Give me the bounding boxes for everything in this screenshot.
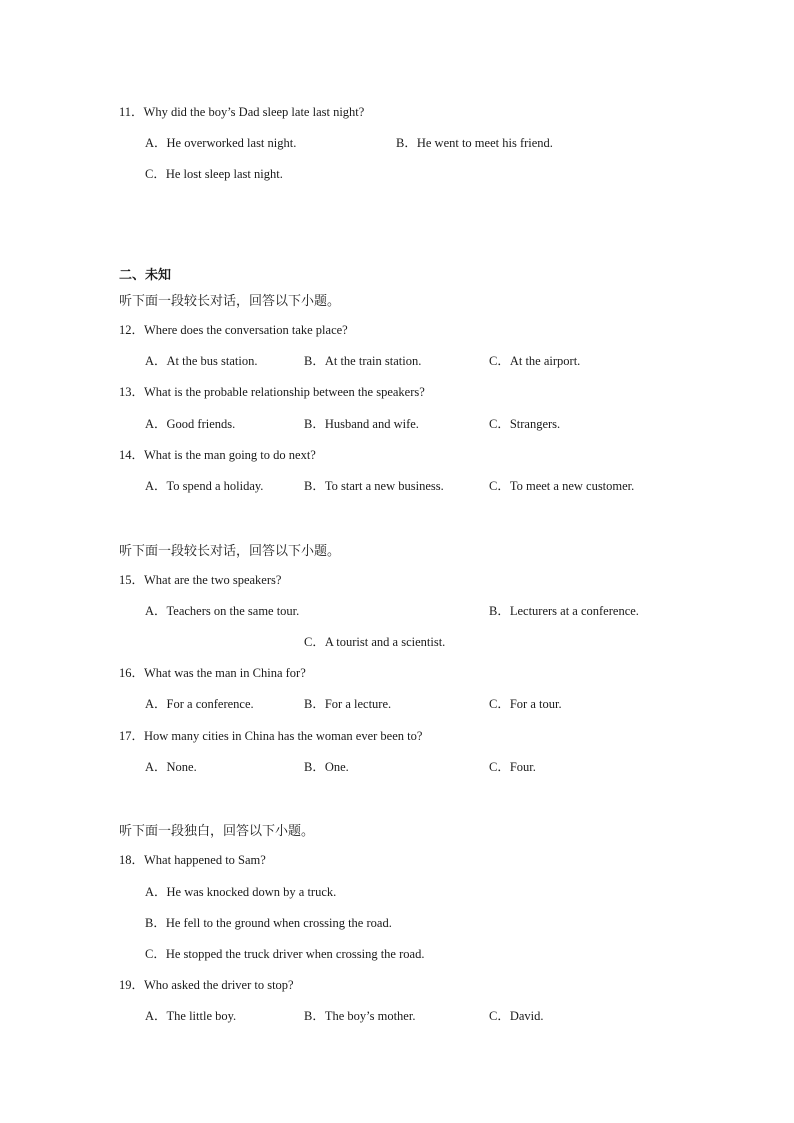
q18-option-c: C．He stopped the truck driver when crossing the road. <box>145 947 425 961</box>
q12-option-a: A．At the bus station. <box>145 354 258 368</box>
q12-option-c: C．At the airport. <box>489 354 581 368</box>
q15-option-a: A．Teachers on the same tour. <box>145 604 300 618</box>
q19-option-a: A．The little boy. <box>145 1009 237 1023</box>
q19-option-b: B．The boy’s mother. <box>304 1009 416 1023</box>
listening-instruction-2: 听下面一段较长对话，回答以下小题。 <box>119 544 341 559</box>
question-18: 18．What happened to Sam? <box>119 853 266 867</box>
q19-option-c: C．David. <box>489 1009 544 1023</box>
q17-option-b: B．One. <box>304 760 349 774</box>
q16-option-a: A．For a conference. <box>145 697 254 711</box>
question-16: 16．What was the man in China for? <box>119 666 306 680</box>
q15-option-b: B．Lecturers at a conference. <box>489 604 639 618</box>
question-14: 14．What is the man going to do next? <box>119 448 316 462</box>
q12-option-b: B．At the train station. <box>304 354 422 368</box>
q14-option-a: A．To spend a holiday. <box>145 479 264 493</box>
question-19: 19．Who asked the driver to stop? <box>119 978 294 992</box>
q15-option-c: C．A tourist and a scientist. <box>304 635 446 649</box>
q16-option-c: C．For a tour. <box>489 697 562 711</box>
q11-option-c: C．He lost sleep last night. <box>145 167 283 181</box>
q13-option-c: C．Strangers. <box>489 417 561 431</box>
listening-instruction-1: 听下面一段较长对话，回答以下小题。 <box>119 294 341 309</box>
section-heading: 二、未知 <box>119 268 172 283</box>
q18-option-b: B．He fell to the ground when crossing the road. <box>145 916 392 930</box>
q11-option-a: A．He overworked last night. <box>145 136 297 150</box>
q14-option-b: B．To start a new business. <box>304 479 444 493</box>
question-11: 11．Why did the boy’s Dad sleep late last night? <box>119 105 365 119</box>
q11-option-b: B．He went to meet his friend. <box>396 136 553 150</box>
q18-option-a: A．He was knocked down by a truck. <box>145 885 337 899</box>
listening-instruction-3: 听下面一段独白，回答以下小题。 <box>119 824 315 839</box>
q14-option-c: C．To meet a new customer. <box>489 479 635 493</box>
q16-option-b: B．For a lecture. <box>304 697 392 711</box>
q13-option-a: A．Good friends. <box>145 417 236 431</box>
q17-option-a: A．None. <box>145 760 197 774</box>
q13-option-b: B．Husband and wife. <box>304 417 419 431</box>
question-17: 17．How many cities in China has the woman ever been to? <box>119 729 423 743</box>
question-12: 12．Where does the conversation take place? <box>119 323 348 337</box>
q17-option-c: C．Four. <box>489 760 536 774</box>
question-13: 13．What is the probable relationship between the speakers? <box>119 385 425 399</box>
question-15: 15．What are the two speakers? <box>119 573 282 587</box>
